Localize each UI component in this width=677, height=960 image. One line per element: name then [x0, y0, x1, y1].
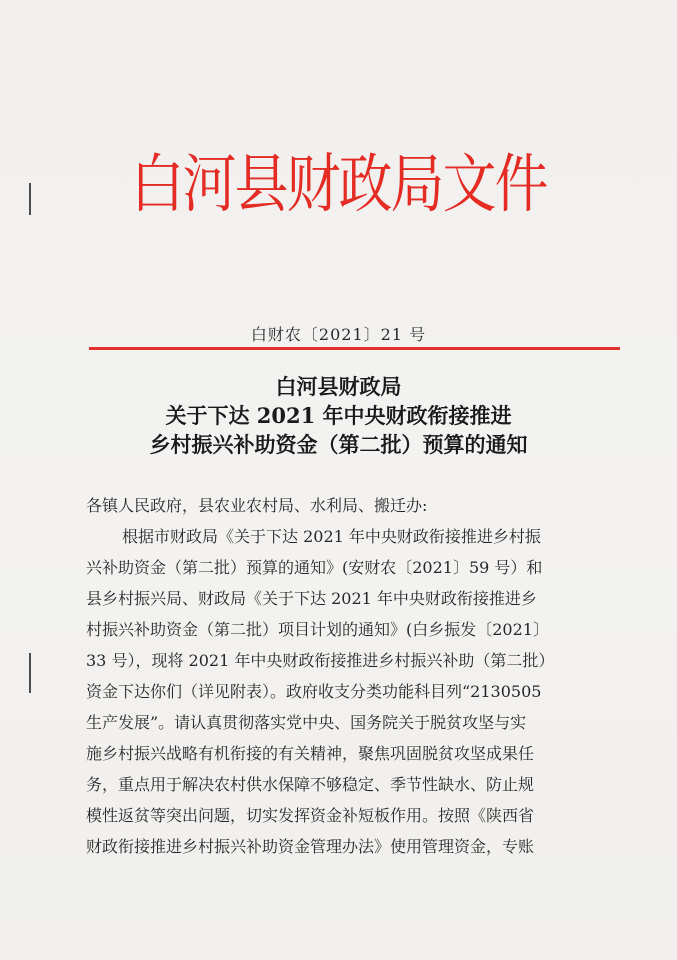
body-line: 县乡村振兴局、财政局《关于下达 2021 年中央财政衔接推进乡: [86, 589, 537, 608]
red-divider-line: [89, 347, 620, 350]
body-line: 财政衔接推进乡村振兴补助资金管理办法》使用管理资金，专账: [86, 837, 535, 856]
body-line: 村振兴补助资金（第二批）项目计划的通知》(白乡振发〔2021〕: [86, 620, 549, 639]
notice-body: [86, 490, 586, 862]
body-line: 根据市财政局《关于下达 2021 年中央财政衔接推进乡村振: [122, 527, 541, 546]
body-line: 模性返贫等突出问题，切实发挥资金补短板作用。按照《陕西省: [86, 806, 535, 825]
body-line: 33 号），现将 2021 年中央财政衔接推进乡村振兴补助（第二批）: [86, 651, 555, 670]
body-line: 生产发展”。请认真贯彻落实党中央、国务院关于脱贫攻坚与实: [86, 713, 527, 732]
notice-title-line-2: 关于下达 2021 年中央财政衔接推进: [165, 403, 512, 428]
notice-title-line-1: 白河县财政局: [275, 374, 402, 399]
body-line: 兴补助资金（第二批）预算的通知》(安财农〔2021〕59 号）和: [86, 558, 543, 577]
salutation: 各镇人民政府，县农业农村局、水利局、搬迁办:: [86, 496, 428, 515]
body-line: 务，重点用于解决农村供水保障不够稳定、季节性缺水、防止规: [86, 775, 535, 794]
document-header-title: 白河县财政局文件: [130, 147, 547, 222]
binding-mark-bottom: [29, 653, 31, 693]
notice-title: [0, 372, 677, 459]
document-number: 白财农〔2021〕21 号: [250, 325, 427, 344]
body-line: 施乡村振兴战略有机衔接的有关精神，聚焦巩固脱贫攻坚成果任: [86, 744, 535, 763]
body-line: 资金下达你们（详见附表）。政府收支分类功能科目列“2130505: [86, 682, 542, 701]
notice-title-line-3: 乡村振兴补助资金（第二批）预算的通知: [149, 432, 528, 457]
